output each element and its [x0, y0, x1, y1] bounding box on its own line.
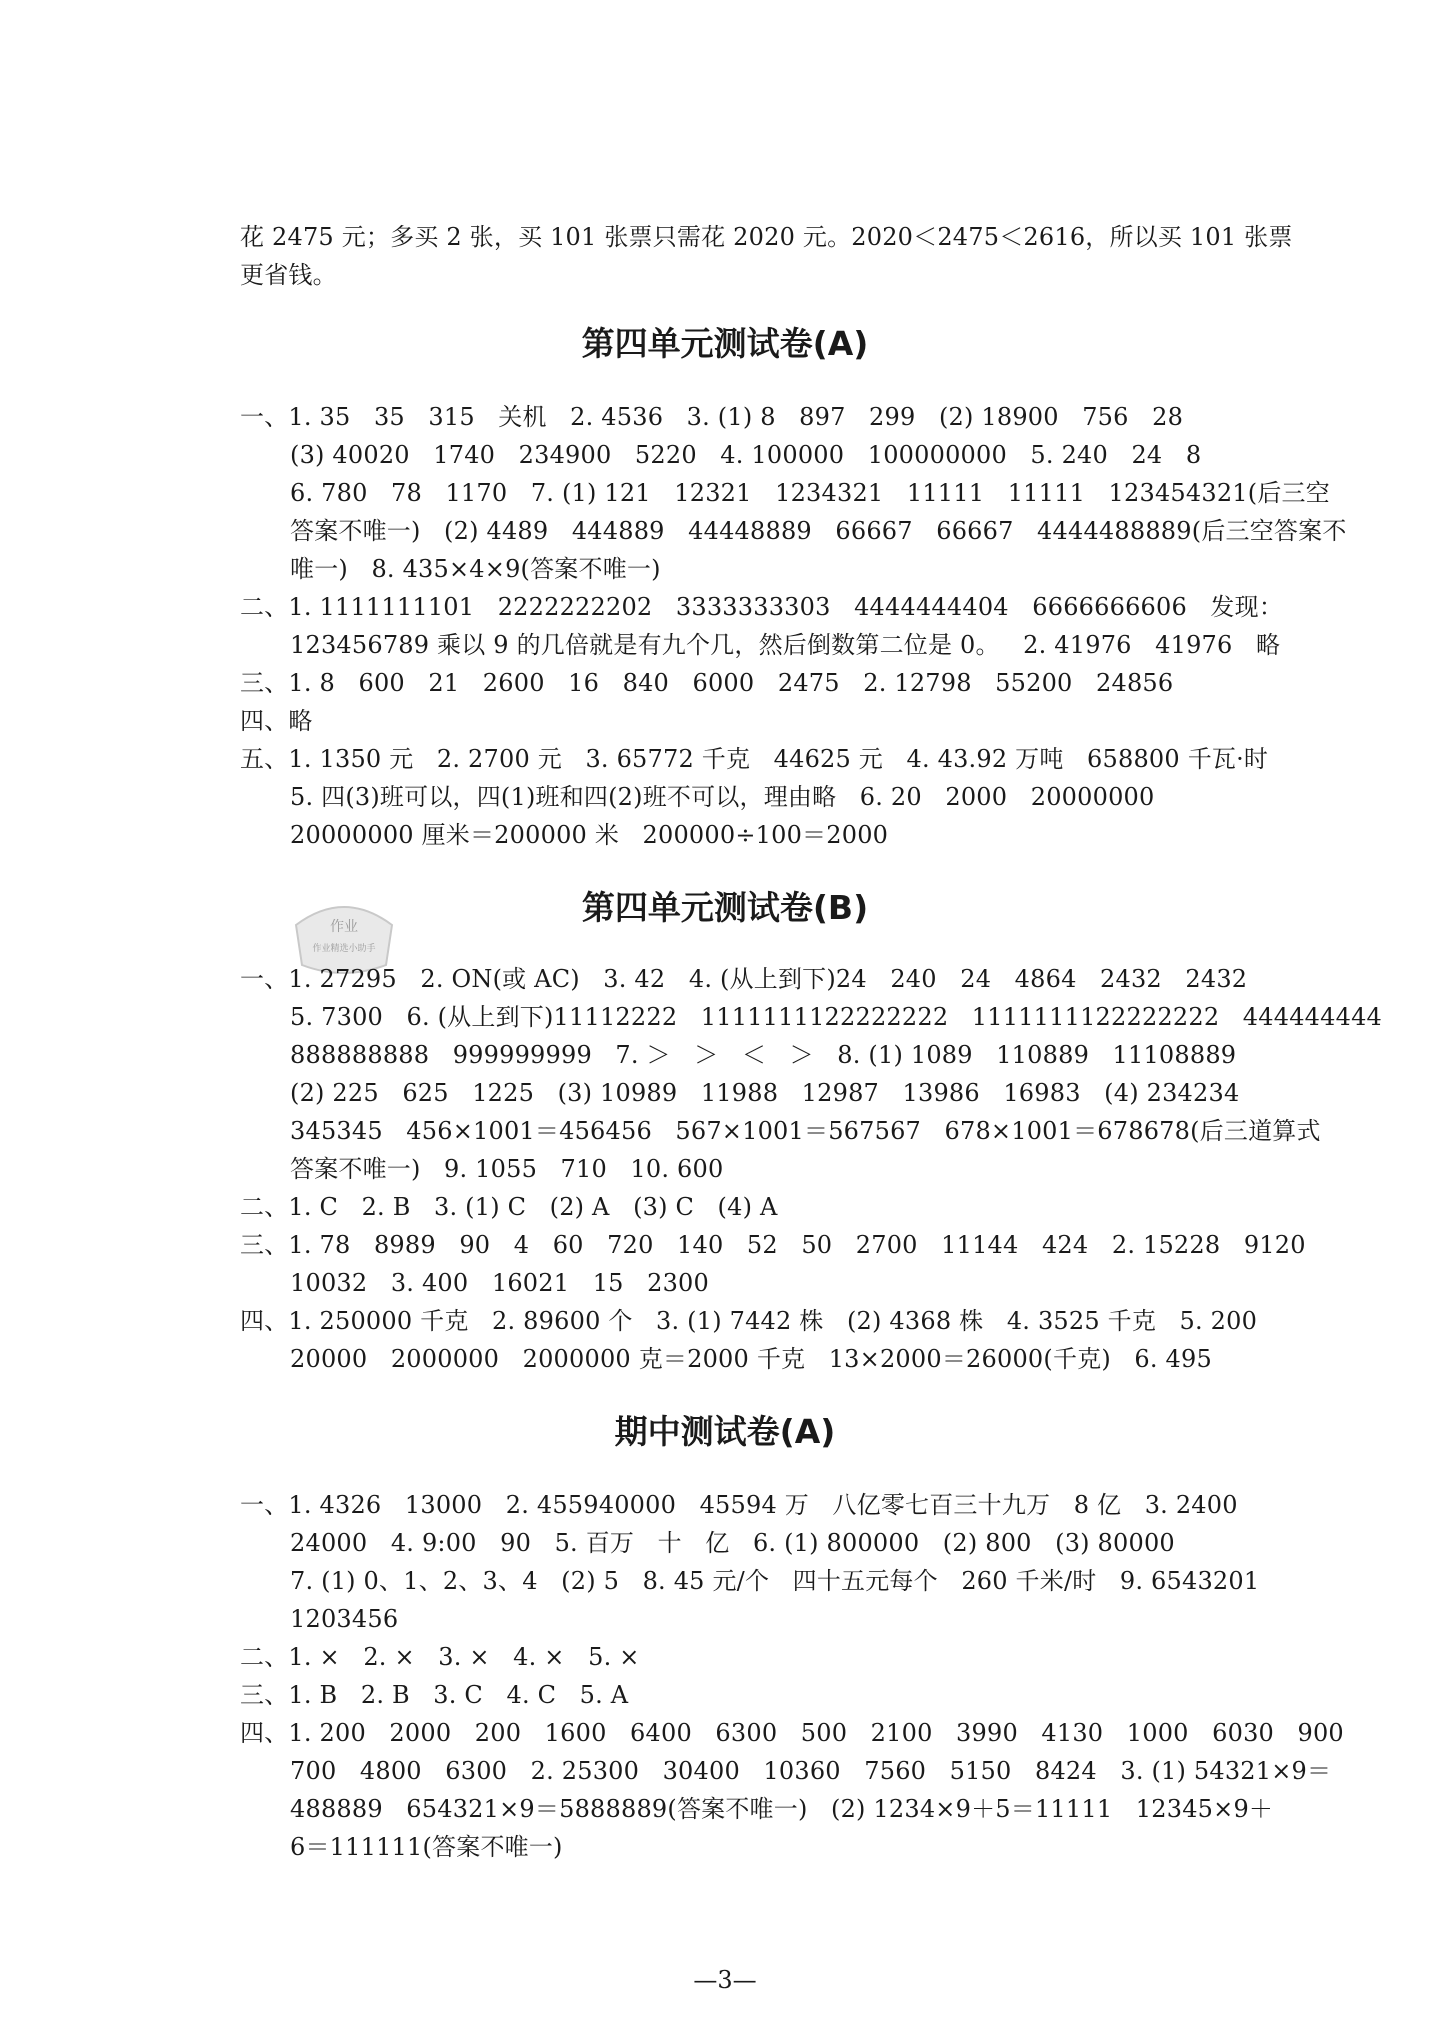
answer-line: 答案不唯一) (2) 4489 444889 44448889 66667 66667 4444488889(后三空答案不 [290, 517, 1347, 545]
answer-line: 三、1. 78 8989 90 4 60 720 140 52 50 2700 11144 424 2. 15228 9120 [240, 1231, 1306, 1259]
stamp-text-mid: 作业精选小助手 [312, 944, 376, 954]
answer-line: 700 4800 6300 2. 25300 30400 10360 7560 5150 8424 3. (1) 54321×9＝ [290, 1757, 1332, 1785]
answer-line: 24000 4. 9:00 90 5. 百万 十 亿 6. (1) 800000 (2) 800 (3) 80000 [290, 1529, 1175, 1557]
answer-line: 488889 654321×9＝5888889(答案不唯一) (2) 1234×9＋5＝11111 12345×9＋ [290, 1795, 1274, 1823]
answer-line: 一、1. 35 35 315 关机 2. 4536 3. (1) 8 897 299 (2) 18900 756 28 [240, 403, 1184, 431]
answer-line: 答案不唯一) 9. 1055 710 10. 600 [290, 1155, 724, 1183]
answer-line: 二、1. × 2. × 3. × 4. × 5. × [240, 1643, 640, 1671]
answer-line: 20000000 厘米＝200000 米 200000÷100＝2000 [290, 821, 889, 849]
stamp-text-top: 作业 [330, 919, 358, 935]
answer-line: 888888888 999999999 7. ＞ ＞ ＜ ＞ 8. (1) 1089 110889 11108889 [290, 1041, 1237, 1069]
intro-line-2: 更省钱。 [240, 261, 337, 289]
answer-line: 1203456 [290, 1605, 399, 1633]
answer-line: 二、1. 1111111101 2222222202 3333333303 4444444404 6666666606 发现： [240, 593, 1284, 621]
answer-line: 10032 3. 400 16021 15 2300 [290, 1269, 709, 1297]
page-number: —3— [693, 1966, 757, 1994]
answer-line: 123456789 乘以 9 的几倍就是有九个几，然后倒数第二位是 0。 2. 41976 41976 略 [290, 631, 1281, 659]
answer-line: 一、1. 27295 2. ON(或 AC) 3. 42 4. (从上到下)24 240 24 4864 2432 2432 [240, 965, 1248, 993]
answer-line: 345345 456×1001＝456456 567×1001＝567567 678×1001＝678678(后三道算式 [290, 1117, 1321, 1145]
answer-line: 6＝111111(答案不唯一) [290, 1833, 563, 1861]
intro-line-1: 花 2475 元；多买 2 张，买 101 张票只需花 2020 元。2020＜2475＜2616，所以买 101 张票 [240, 223, 1293, 251]
answer-line: 20000 2000000 2000000 克＝2000 千克 13×2000＝26000(千克) 6. 495 [290, 1345, 1212, 1373]
answer-line: 四、1. 200 2000 200 1600 6400 6300 500 2100 3990 4130 1000 6030 900 [240, 1719, 1344, 1747]
answer-line: 7. (1) 0、1、2、3、4 (2) 5 8. 45 元/个 四十五元每个 260 千米/时 9. 6543201 [290, 1567, 1260, 1595]
answer-line: 三、1. 8 600 21 2600 16 840 6000 2475 2. 12798 55200 24856 [240, 669, 1174, 697]
section-title-unit4-b: 第四单元测试卷(B) [581, 888, 869, 927]
answer-line: 5. 四(3)班可以，四(1)班和四(2)班不可以，理由略 6. 20 2000 20000000 [290, 783, 1155, 811]
answer-line: 6. 780 78 1170 7. (1) 121 12321 1234321 11111 11111 123454321(后三空 [290, 479, 1330, 507]
section-title-midterm-a: 期中测试卷(A) [614, 1412, 836, 1451]
answer-line: 四、1. 250000 千克 2. 89600 个 3. (1) 7442 株 (2) 4368 株 4. 3525 千克 5. 200 [240, 1307, 1258, 1335]
answer-line: (3) 40020 1740 234900 5220 4. 100000 100000000 5. 240 24 8 [290, 441, 1202, 469]
answer-line: 5. 7300 6. (从上到下)11112222 1111111122222222 1111111122222222 444444444 [290, 1003, 1383, 1031]
answer-line: 一、1. 4326 13000 2. 455940000 45594 万 八亿零七百三十九万 8 亿 3. 2400 [240, 1491, 1238, 1519]
answer-line: 唯一) 8. 435×4×9(答案不唯一) [290, 555, 661, 583]
answer-line: (2) 225 625 1225 (3) 10989 11988 12987 13986 16983 (4) 234234 [290, 1079, 1240, 1107]
answer-line: 四、略 [240, 707, 313, 735]
answer-line: 五、1. 1350 元 2. 2700 元 3. 65772 千克 44625 元 4. 43.92 万吨 658800 千瓦·时 [240, 745, 1269, 773]
answer-line: 三、1. B 2. B 3. C 4. C 5. A [240, 1681, 629, 1709]
section-title-unit4-a: 第四单元测试卷(A) [581, 324, 869, 363]
answer-line: 二、1. C 2. B 3. (1) C (2) A (3) C (4) A [240, 1193, 778, 1221]
